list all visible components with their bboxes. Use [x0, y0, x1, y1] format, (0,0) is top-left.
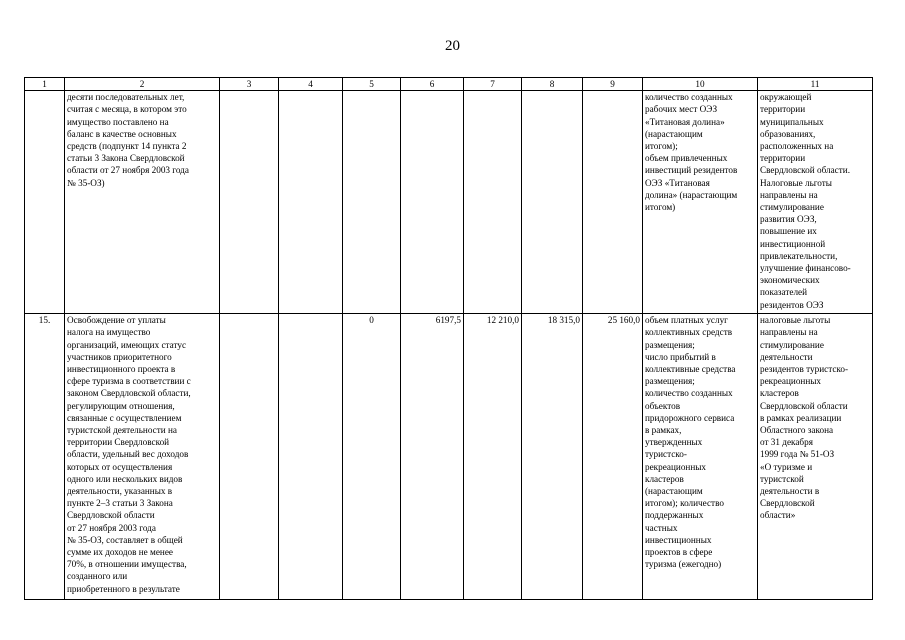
indicators-cell: объем платных услуг коллективных средств размещения; число прибытий в коллективные средства размещения; количество созданных объектов придорожного сервиса в рамках, утвержденных туристско- рекреационных кластеров (нарастающим итогом); количество поддержанных частных инвестиционных проектов в сфере туризма (ежегодно)	[643, 314, 758, 600]
table-cell	[279, 91, 343, 314]
table-cell: 6197,5	[401, 314, 464, 600]
benefit-description-cell: Освобождение от уплаты налога на имущество организаций, имеющих статус участников приоритетного инвестиционного проекта в сфере туризма в соответствии с законом Свердловской области, регулирующим отношения, связанные с осуществлением туристской деятельности на территории Свердловской области, удельный вес доходов которых от осуществления одного или нескольких видов деятельности, указанных в пункте 2–3 статьи 3 Закона Свердловской области от 27 ноября 2003 года № 35-ОЗ, составляет в общей сумме их доходов не менее 70%, в отношении имущества, созданного или приобретенного в результате	[65, 314, 220, 600]
column-header: 11	[758, 78, 873, 91]
table-cell	[401, 91, 464, 314]
column-header: 9	[583, 78, 643, 91]
table-cell	[279, 314, 343, 600]
table-cell	[583, 91, 643, 314]
benefit-description-cell: десяти последовательных лет, считая с месяца, в котором это имущество поставлено на баланс в качестве основных средств (подпункт 14 пункта 2 статьи 3 Закона Свердловской области от 27 ноября 2003 года № 35-ОЗ)	[65, 91, 220, 314]
purpose-cell: окружающей территории муниципальных образованиях, расположенных на территории Свердловской области. Налоговые льготы направлены на стимулирование развития ОЭЗ, повышение их инвестиционной привлекательности, улучшение финансово- экономических показателей резидентов ОЭЗ	[758, 91, 873, 314]
row-number-cell	[25, 91, 65, 314]
table-row	[25, 314, 873, 600]
column-header: 4	[279, 78, 343, 91]
column-header: 3	[220, 78, 279, 91]
table-cell: 0	[343, 314, 401, 600]
table-row	[25, 91, 873, 314]
table-cell: 12 210,0	[464, 314, 522, 600]
table-cell	[464, 91, 522, 314]
column-header: 1	[25, 78, 65, 91]
header-row	[25, 78, 873, 91]
column-header: 7	[464, 78, 522, 91]
table-cell	[220, 314, 279, 600]
column-header: 6	[401, 78, 464, 91]
table-cell: 25 160,0	[583, 314, 643, 600]
table-cell	[220, 91, 279, 314]
tax-benefits-table	[24, 77, 873, 600]
table-cell	[343, 91, 401, 314]
column-header: 8	[522, 78, 583, 91]
column-header: 10	[643, 78, 758, 91]
table-cell	[522, 91, 583, 314]
row-number-cell: 15.	[25, 314, 65, 600]
table-cell: 18 315,0	[522, 314, 583, 600]
purpose-cell: налоговые льготы направлены на стимулирование деятельности резидентов туристско- рекреационных кластеров Свердловской области в рамках реализации Областного закона от 31 декабря 1999 года № 51-ОЗ «О туризме и туристской деятельности в Свердловской области»	[758, 314, 873, 600]
page-number: 20	[445, 38, 460, 54]
indicators-cell: количество созданных рабочих мест ОЭЗ «Титановая долина» (нарастающим итогом); объем привлеченных инвестиций резидентов ОЭЗ «Титановая долина» (нарастающим итогом)	[643, 91, 758, 314]
column-header: 2	[65, 78, 220, 91]
column-header: 5	[343, 78, 401, 91]
